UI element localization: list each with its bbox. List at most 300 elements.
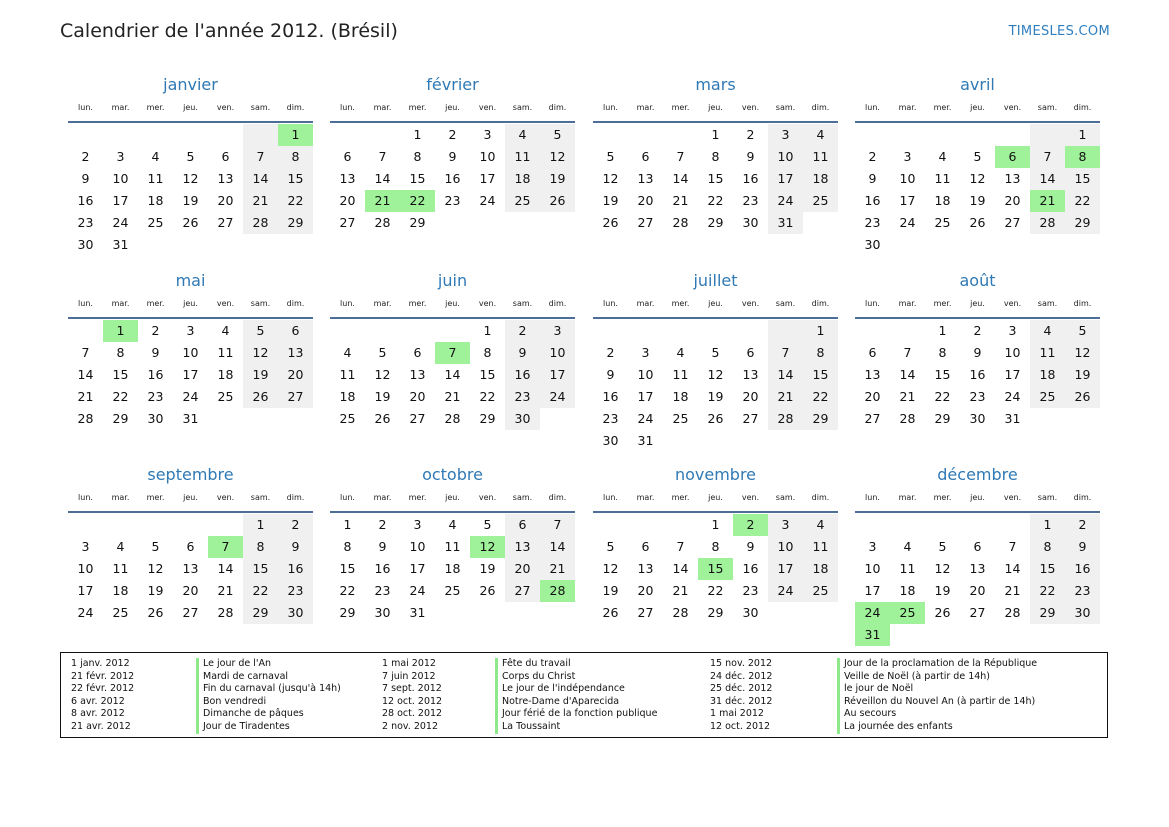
empty-cell — [890, 514, 925, 536]
day-cell: 9 — [973, 345, 982, 360]
week-row — [855, 386, 1100, 408]
empty-cell — [663, 430, 698, 452]
day-cell: 6 — [995, 146, 1030, 168]
day-cell: 6 — [343, 149, 352, 164]
empty-cell — [890, 124, 925, 146]
weekday-label: lun. — [865, 493, 880, 502]
weekday-label: sam. — [1037, 493, 1058, 502]
day-cell: 4 — [903, 539, 912, 554]
weekday-label: jeu. — [970, 103, 985, 112]
empty-cell — [995, 514, 1030, 536]
day-cell: 28 — [374, 215, 391, 230]
day-cell: 11 — [1030, 342, 1065, 364]
day-cell: 24 — [768, 190, 803, 212]
legend-date: 12 oct. 2012 — [710, 720, 771, 732]
empty-cell — [925, 514, 960, 536]
day-cell: 23 — [1065, 580, 1100, 602]
day-cell: 14 — [1004, 561, 1021, 576]
day-cell: 28 — [768, 408, 803, 430]
day-cell: 21 — [899, 389, 916, 404]
week-row — [330, 124, 575, 146]
empty-cell — [138, 124, 173, 146]
day-cell: 7 — [1030, 146, 1065, 168]
day-cell: 6 — [746, 345, 755, 360]
day-cell: 1 — [278, 124, 313, 146]
day-cell: 28 — [899, 411, 916, 426]
day-cell: 30 — [505, 408, 540, 430]
month-6 — [593, 269, 838, 452]
day-cell: 9 — [746, 149, 755, 164]
weekday-label: ven. — [741, 299, 760, 308]
day-cell: 3 — [641, 345, 650, 360]
day-cell: 25 — [890, 602, 925, 624]
day-cell: 29 — [112, 411, 129, 426]
day-cell: 17 — [112, 193, 129, 208]
day-cell: 31 — [637, 433, 654, 448]
day-cell: 27 — [969, 605, 986, 620]
month-0 — [68, 73, 313, 256]
legend-holiday-name: Dimanche de pâques — [196, 708, 304, 721]
week-row — [855, 146, 1100, 168]
day-cell: 3 — [868, 539, 877, 554]
day-cell: 7 — [81, 345, 90, 360]
day-cell: 18 — [444, 561, 461, 576]
empty-cell — [68, 320, 103, 342]
day-cell: 2 — [278, 514, 313, 536]
day-cell: 22 — [1065, 190, 1100, 212]
weekday-label: ven. — [478, 493, 497, 502]
weekday-label: mer. — [671, 493, 690, 502]
week-row — [855, 536, 1100, 558]
day-cell: 1 — [413, 127, 422, 142]
day-cell: 2 — [448, 127, 457, 142]
empty-cell — [960, 624, 995, 646]
legend-holiday-name: Corps du Christ — [495, 671, 575, 684]
empty-cell — [803, 430, 838, 452]
day-cell: 2 — [505, 320, 540, 342]
weekday-label: dim. — [286, 103, 305, 112]
weekday-label: lun. — [340, 299, 355, 308]
day-cell: 10 — [540, 342, 575, 364]
day-cell: 25 — [803, 190, 838, 212]
day-cell: 12 — [182, 171, 199, 186]
week-row — [855, 558, 1100, 580]
empty-cell — [505, 212, 540, 234]
day-cell: 9 — [1065, 536, 1100, 558]
day-cell: 21 — [1004, 583, 1021, 598]
month-name: décembre — [937, 465, 1018, 484]
day-cell: 10 — [864, 561, 881, 576]
empty-cell — [435, 602, 470, 624]
day-cell: 13 — [278, 342, 313, 364]
day-cell: 6 — [973, 539, 982, 554]
day-cell: 27 — [742, 411, 759, 426]
week-row — [68, 514, 313, 536]
month-4 — [68, 269, 313, 430]
week-row — [68, 124, 313, 146]
day-cell: 8 — [343, 539, 352, 554]
week-row — [68, 408, 313, 430]
weekday-label: ven. — [216, 103, 235, 112]
day-cell: 25 — [217, 389, 234, 404]
weekday-header — [68, 489, 313, 513]
day-cell: 16 — [278, 558, 313, 580]
day-cell: 26 — [934, 605, 951, 620]
month-5 — [330, 269, 575, 430]
day-cell: 10 — [637, 367, 654, 382]
day-cell: 28 — [77, 411, 94, 426]
day-cell: 11 — [217, 345, 234, 360]
day-cell: 6 — [868, 345, 877, 360]
empty-cell — [208, 234, 243, 256]
day-cell: 31 — [768, 212, 803, 234]
day-cell: 20 — [969, 583, 986, 598]
empty-cell — [593, 514, 628, 536]
empty-cell — [803, 602, 838, 624]
empty-cell — [208, 124, 243, 146]
day-cell: 7 — [676, 149, 685, 164]
day-cell: 3 — [768, 124, 803, 146]
day-cell: 19 — [147, 583, 164, 598]
week-row — [855, 364, 1100, 386]
empty-cell — [138, 514, 173, 536]
day-cell: 17 — [768, 558, 803, 580]
empty-cell — [435, 320, 470, 342]
weekday-label: ven. — [478, 299, 497, 308]
day-cell: 13 — [1004, 171, 1021, 186]
day-cell: 8 — [483, 345, 492, 360]
day-cell: 26 — [374, 411, 391, 426]
day-cell: 24 — [182, 389, 199, 404]
day-cell: 6 — [505, 514, 540, 536]
day-cell: 12 — [934, 561, 951, 576]
weekday-label: sam. — [250, 493, 271, 502]
day-cell: 15 — [803, 364, 838, 386]
day-cell: 10 — [479, 149, 496, 164]
weekday-header — [855, 489, 1100, 513]
day-cell: 9 — [868, 171, 877, 186]
day-cell: 25 — [147, 215, 164, 230]
legend-date: 12 oct. 2012 — [382, 695, 443, 707]
week-row — [330, 190, 575, 212]
weekday-label: sam. — [512, 103, 533, 112]
day-cell: 31 — [112, 237, 129, 252]
day-cell: 3 — [1008, 323, 1017, 338]
month-name: août — [959, 271, 996, 290]
brand-link[interactable]: TIMESLES.COM — [1008, 24, 1110, 39]
legend-holiday-name: Le jour de l'indépendance — [495, 683, 625, 696]
empty-cell — [733, 430, 768, 452]
weekday-header — [330, 295, 575, 319]
day-cell: 7 — [540, 514, 575, 536]
empty-cell — [803, 212, 838, 234]
day-cell: 18 — [112, 583, 129, 598]
empty-cell — [243, 234, 278, 256]
month-name: mai — [175, 271, 206, 290]
day-cell: 7 — [676, 539, 685, 554]
day-cell: 3 — [116, 149, 125, 164]
day-cell: 13 — [742, 367, 759, 382]
weekday-label: mar. — [373, 103, 392, 112]
weekday-label: mar. — [111, 493, 130, 502]
day-cell: 8 — [413, 149, 422, 164]
day-cell: 28 — [243, 212, 278, 234]
day-cell: 24 — [768, 580, 803, 602]
day-cell: 19 — [374, 389, 391, 404]
week-row — [330, 146, 575, 168]
day-cell: 13 — [339, 171, 356, 186]
day-cell: 7 — [768, 342, 803, 364]
empty-cell — [663, 320, 698, 342]
weekday-header — [330, 99, 575, 123]
day-cell: 21 — [243, 190, 278, 212]
week-row — [68, 580, 313, 602]
day-cell: 10 — [768, 536, 803, 558]
day-cell: 14 — [444, 367, 461, 382]
month-11 — [855, 463, 1100, 646]
day-cell: 18 — [899, 583, 916, 598]
day-cell: 11 — [112, 561, 129, 576]
day-cell: 19 — [969, 193, 986, 208]
day-cell: 2 — [1065, 514, 1100, 536]
month-name: septembre — [147, 465, 234, 484]
day-cell: 5 — [151, 539, 160, 554]
day-cell: 19 — [602, 583, 619, 598]
week-row — [593, 430, 838, 452]
day-cell: 21 — [768, 386, 803, 408]
day-cell: 18 — [803, 558, 838, 580]
day-cell: 14 — [243, 168, 278, 190]
week-row — [330, 514, 575, 536]
day-cell: 27 — [182, 605, 199, 620]
day-cell: 14 — [672, 171, 689, 186]
day-cell: 10 — [182, 345, 199, 360]
day-cell: 14 — [672, 561, 689, 576]
month-8 — [68, 463, 313, 624]
day-cell: 26 — [1065, 386, 1100, 408]
day-cell: 10 — [899, 171, 916, 186]
legend-date: 15 nov. 2012 — [710, 658, 773, 669]
weekday-label: jeu. — [445, 103, 460, 112]
weekday-label: jeu. — [708, 103, 723, 112]
month-name: novembre — [674, 465, 757, 484]
weekday-label: mar. — [111, 299, 130, 308]
weekday-header — [68, 295, 313, 319]
empty-cell — [435, 212, 470, 234]
day-cell: 1 — [711, 127, 720, 142]
weekday-label: lun. — [78, 299, 93, 308]
week-row — [855, 580, 1100, 602]
day-cell: 27 — [637, 605, 654, 620]
day-cell: 11 — [505, 146, 540, 168]
day-cell: 8 — [1065, 146, 1100, 168]
day-cell: 22 — [707, 193, 724, 208]
day-cell: 9 — [151, 345, 160, 360]
day-cell: 10 — [77, 561, 94, 576]
day-cell: 31 — [182, 411, 199, 426]
day-cell: 17 — [864, 583, 881, 598]
day-cell: 3 — [903, 149, 912, 164]
day-cell: 14 — [374, 171, 391, 186]
week-row — [68, 536, 313, 558]
day-cell: 8 — [711, 539, 720, 554]
day-cell: 15 — [1030, 558, 1065, 580]
empty-cell — [855, 320, 890, 342]
weekday-header — [68, 99, 313, 123]
day-cell: 14 — [540, 536, 575, 558]
day-cell: 4 — [221, 323, 230, 338]
day-cell: 30 — [742, 215, 759, 230]
week-row — [68, 146, 313, 168]
day-cell: 6 — [641, 539, 650, 554]
day-cell: 20 — [182, 583, 199, 598]
weekday-label: lun. — [603, 493, 618, 502]
legend-holiday-name: Veille de Noël (à partir de 14h) — [837, 671, 990, 684]
weekday-label: dim. — [811, 299, 830, 308]
legend-date: 24 déc. 2012 — [710, 670, 773, 682]
day-cell: 15 — [934, 367, 951, 382]
day-cell: 12 — [707, 367, 724, 382]
day-cell: 2 — [733, 514, 768, 536]
day-cell: 13 — [217, 171, 234, 186]
weekday-label: lun. — [78, 493, 93, 502]
day-cell: 24 — [637, 411, 654, 426]
day-cell: 16 — [1065, 558, 1100, 580]
week-row — [330, 408, 575, 430]
day-cell: 22 — [339, 583, 356, 598]
week-row — [68, 190, 313, 212]
day-cell: 24 — [899, 215, 916, 230]
day-cell: 20 — [409, 389, 426, 404]
day-cell: 1 — [103, 320, 138, 342]
day-cell: 7 — [435, 342, 470, 364]
weekday-label: sam. — [250, 299, 271, 308]
day-cell: 22 — [278, 190, 313, 212]
weekday-label: mar. — [636, 493, 655, 502]
day-cell: 28 — [1030, 212, 1065, 234]
day-cell: 18 — [672, 389, 689, 404]
legend-date: 6 avr. 2012 — [71, 695, 125, 707]
day-cell: 14 — [768, 364, 803, 386]
day-cell: 29 — [803, 408, 838, 430]
empty-cell — [1065, 234, 1100, 256]
day-cell: 26 — [707, 411, 724, 426]
day-cell: 28 — [1004, 605, 1021, 620]
week-row — [855, 234, 1100, 256]
weekday-header — [330, 489, 575, 513]
weekday-label: lun. — [865, 299, 880, 308]
weekday-label: jeu. — [445, 299, 460, 308]
day-cell: 21 — [672, 583, 689, 598]
weekday-label: sam. — [1037, 299, 1058, 308]
day-cell: 1 — [803, 320, 838, 342]
day-cell: 23 — [77, 215, 94, 230]
month-9 — [330, 463, 575, 624]
weekday-label: mer. — [933, 103, 952, 112]
day-cell: 8 — [938, 345, 947, 360]
day-cell: 12 — [1065, 342, 1100, 364]
day-cell: 3 — [413, 517, 422, 532]
week-row — [855, 212, 1100, 234]
day-cell: 26 — [147, 605, 164, 620]
legend-date: 25 déc. 2012 — [710, 683, 773, 695]
weekday-label: dim. — [286, 299, 305, 308]
day-cell: 5 — [186, 149, 195, 164]
day-cell: 4 — [1030, 320, 1065, 342]
day-cell: 26 — [243, 386, 278, 408]
day-cell: 9 — [505, 342, 540, 364]
day-cell: 8 — [278, 146, 313, 168]
weekday-header — [593, 99, 838, 123]
day-cell: 28 — [444, 411, 461, 426]
empty-cell — [890, 320, 925, 342]
day-cell: 3 — [540, 320, 575, 342]
week-row — [855, 342, 1100, 364]
day-cell: 15 — [1065, 168, 1100, 190]
empty-cell — [855, 514, 890, 536]
day-cell: 27 — [637, 215, 654, 230]
day-cell: 22 — [400, 190, 435, 212]
day-cell: 4 — [151, 149, 160, 164]
week-row — [330, 558, 575, 580]
day-cell: 27 — [339, 215, 356, 230]
weekday-label: jeu. — [970, 493, 985, 502]
empty-cell — [173, 124, 208, 146]
empty-cell — [540, 212, 575, 234]
day-cell: 1 — [1065, 124, 1100, 146]
empty-cell — [925, 234, 960, 256]
day-cell: 30 — [742, 605, 759, 620]
day-cell: 21 — [540, 558, 575, 580]
weekday-header — [593, 295, 838, 319]
day-cell: 5 — [711, 345, 720, 360]
day-cell: 20 — [864, 389, 881, 404]
day-cell: 9 — [606, 367, 615, 382]
day-cell: 27 — [1004, 215, 1021, 230]
day-cell: 18 — [147, 193, 164, 208]
week-row — [593, 580, 838, 602]
weekday-label: mer. — [671, 299, 690, 308]
weekday-label: ven. — [741, 103, 760, 112]
empty-cell — [925, 124, 960, 146]
day-cell: 20 — [742, 389, 759, 404]
day-cell: 1 — [1030, 514, 1065, 536]
month-3 — [855, 73, 1100, 256]
day-cell: 11 — [444, 539, 461, 554]
day-cell: 4 — [505, 124, 540, 146]
weekday-label: ven. — [741, 493, 760, 502]
week-row — [68, 386, 313, 408]
weekday-label: lun. — [340, 493, 355, 502]
day-cell: 20 — [637, 193, 654, 208]
legend-holiday-name: La Toussaint — [495, 721, 560, 734]
month-name: octobre — [422, 465, 483, 484]
month-7 — [855, 269, 1100, 430]
day-cell: 29 — [479, 411, 496, 426]
empty-cell — [663, 514, 698, 536]
day-cell: 24 — [409, 583, 426, 598]
day-cell: 6 — [278, 320, 313, 342]
week-row — [330, 364, 575, 386]
day-cell: 11 — [934, 171, 951, 186]
empty-cell — [1030, 124, 1065, 146]
weekday-label: ven. — [216, 493, 235, 502]
day-cell: 8 — [711, 149, 720, 164]
weekday-label: jeu. — [708, 493, 723, 502]
day-cell: 18 — [505, 168, 540, 190]
empty-cell — [365, 124, 400, 146]
day-cell: 17 — [899, 193, 916, 208]
